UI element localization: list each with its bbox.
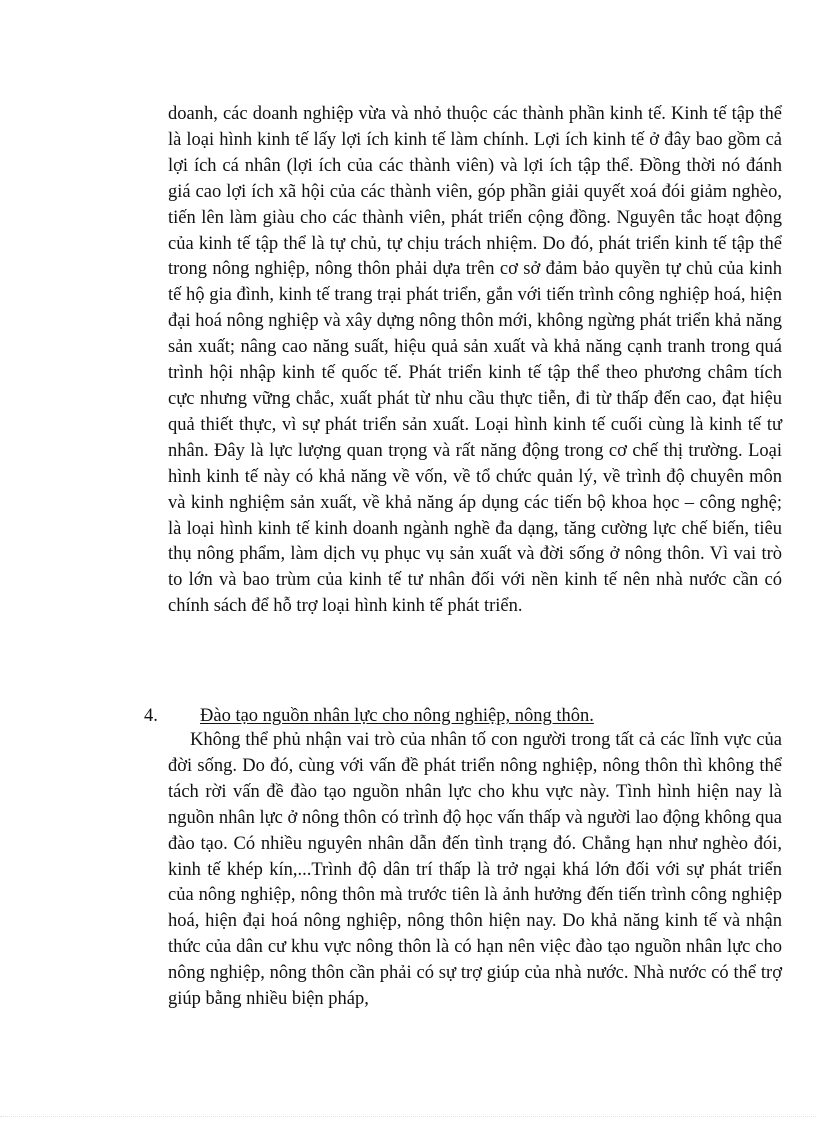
section-heading [144, 704, 784, 728]
page-bottom-divider [0, 1116, 816, 1117]
section-number: 4. [144, 706, 158, 726]
body-paragraph-human-resources: Không thể phủ nhận vai trò của nhân tố con người trong tất cả các lĩnh vực của đời sống. Do đó, cùng với vấn đề phát triển nông nghiệp, nông thôn thì không thể tách rời vấn đề đào tạo nguồn nhân lực cho khu vực này. Tình hình hiện nay là nguồn nhân lực ở nông thôn có trình độ học vấn thấp và người lao động không qua đào tạo. Có nhiều nguyên nhân dẫn đến tình trạng đó. Chẳng hạn như nghèo đói, kinh tế khép kín,...Trình độ dân trí thấp là trở ngại khá lớn đối với sự phát triển của nông nghiệp, nông thôn mà trước tiên là ảnh hưởng đến tiến trình công nghiệp hoá, hiện đại hoá nông nghiệp, nông thôn hiện nay. Do khả năng kinh tế và nhận thức của dân cư khu vực nông thôn là có hạn nên việc đào tạo nguồn nhân lực cho nông nghiệp, nông thôn cần phải có sự trợ giúp của nhà nước. Nhà nước có thể trợ giúp bằng nhiều biện pháp, [168, 730, 782, 1010]
section-title: Đào tạo nguồn nhân lực cho nông nghiệp, nông thôn. [200, 706, 594, 726]
body-paragraph-economic-sectors: doanh, các doanh nghiệp vừa và nhỏ thuộc các thành phần kinh tế. Kinh tế tập thể là loại hình kinh tế lấy lợi ích kinh tế làm chính. Lợi ích kinh tế ở đây bao gồm cả lợi ích cá nhân (lợi ích của các thành viên) và lợi ích tập thể. Đồng thời nó đánh giá cao lợi ích xã hội của các thành viên, góp phần giải quyết xoá đói giảm nghèo, tiến lên làm giàu cho các thành viên, phát triển cộng đồng. Nguyên tắc hoạt động của kinh tế tập thể là tự chủ, tự chịu trách nhiệm. Do đó, phát triển kinh tế tập thể trong nông nghiệp, nông thôn phải dựa trên cơ sở đảm bảo quyền tự chủ của kinh tế hộ gia đình, kinh tế trang trại phát triển, gắn với tiến trình công nghiệp hoá, hiện đại hoá nông nghiệp và xây dựng nông thôn mới, không ngừng phát triển khả năng sản xuất; nâng cao năng suất, hiệu quả sản xuất và khả năng cạnh tranh trong quá trình hội nhập kinh tế quốc tế. Phát triển kinh tế tập thể theo phương châm tích cực nhưng vững chắc, xuất phát từ nhu cầu thực tiễn, đi từ thấp đến cao, đạt hiệu quả thiết thực, vì sự phát triển sản xuất. Loại hình kinh tế cuối cùng là kinh tế tư nhân. Đây là lực lượng quan trọng và rất năng động trong cơ chế thị trường. Loại hình kinh tế này có khả năng về vốn, về tổ chức quản lý, về trình độ chuyên môn và kinh nghiệm sản xuất, về khả năng áp dụng các tiến bộ khoa học – công nghệ; là loại hình kinh tế kinh doanh ngành nghề đa dạng, tăng cường lực chế biến, tiêu thụ nông phẩm, làm dịch vụ phục vụ sản xuất và đời sống ở nông thôn. Vì vai trò to lớn và bao trùm của kinh tế tư nhân đối với nền kinh tế nên nhà nước cần có chính sách để hỗ trợ loại hình kinh tế phát triển. [168, 104, 782, 617]
